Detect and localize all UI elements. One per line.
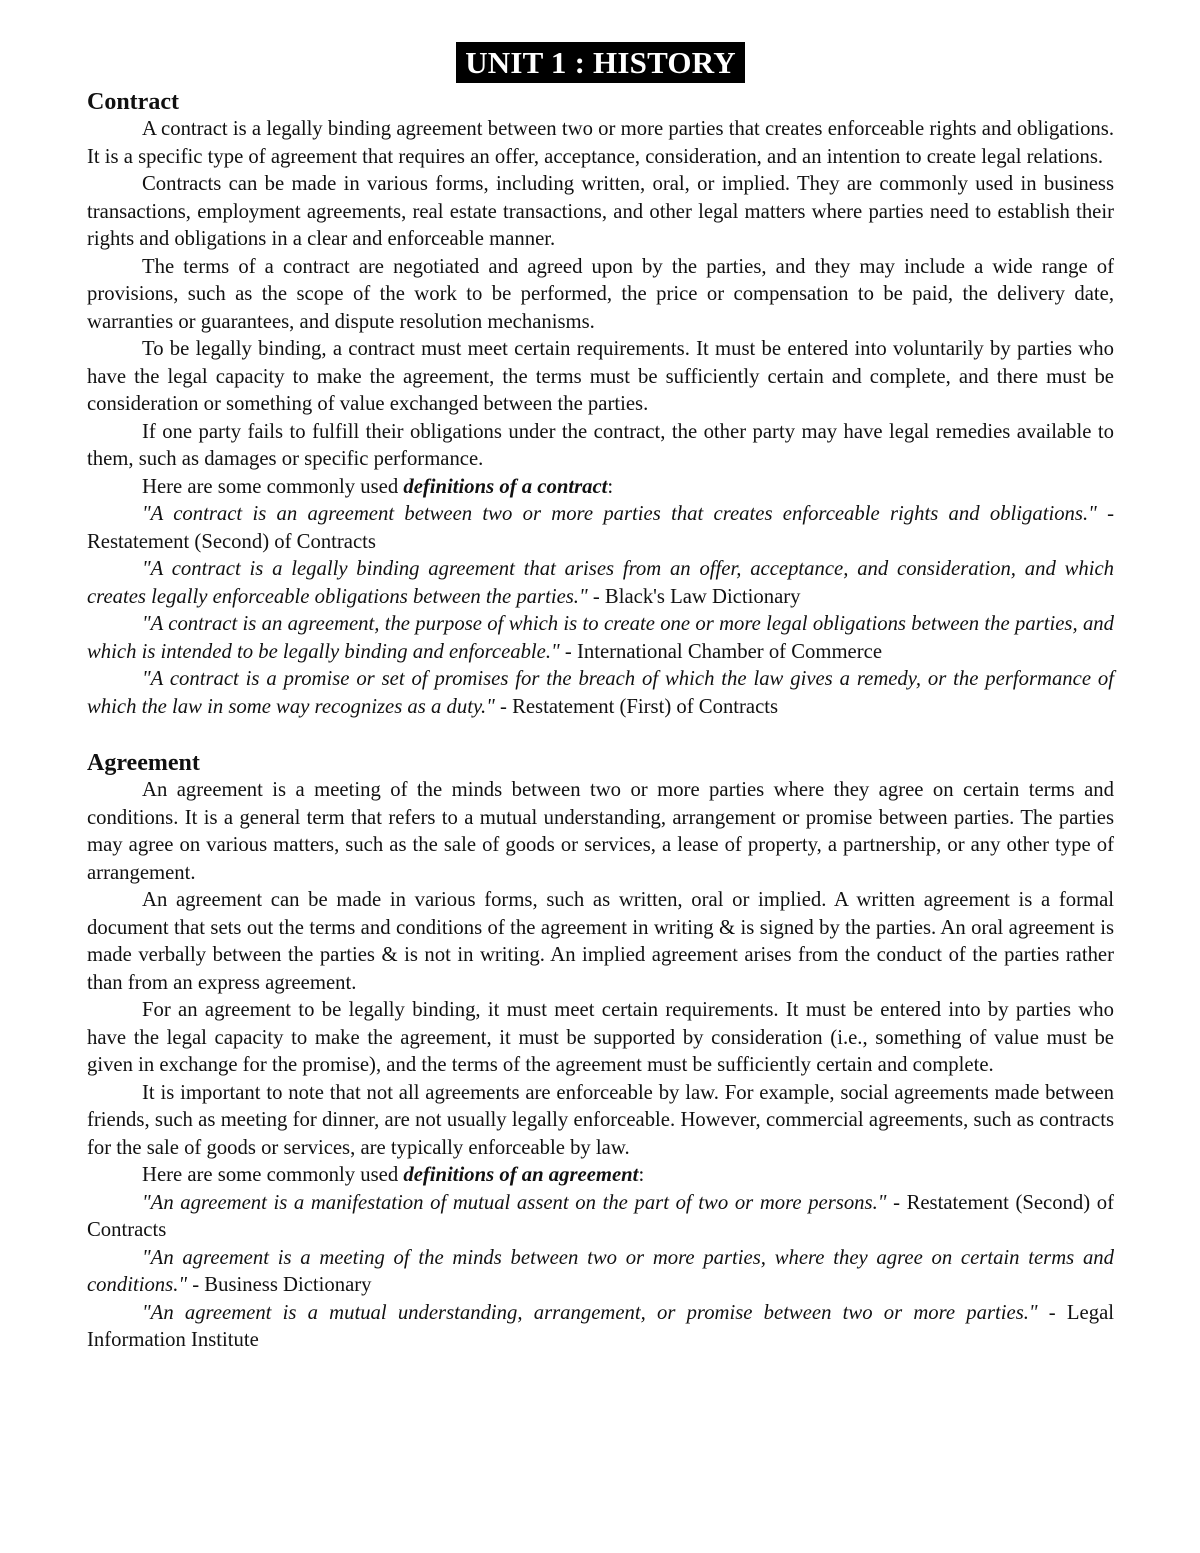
intro-text: Here are some commonly used	[142, 1164, 404, 1186]
definition-source: - Legal Information Institute	[87, 1301, 1114, 1351]
definition-quote: "A contract is a legally binding agreement that arises from an offer, acceptance, and consideration, and which creates legally enforceable obligations between the parties."	[87, 558, 1114, 608]
contract-paragraph-4: To be legally binding, a contract must meet certain requirements. It must be entered into voluntarily by parties who have the legal capacity to make the agreement, the terms must be sufficiently certain and complete, and there must be consideration or something of value exchanged between the parties.	[87, 338, 1114, 415]
definition-quote: "An agreement is a mutual understanding, arrangement, or promise between two or more parties."	[142, 1301, 1038, 1324]
definition-source: - Business Dictionary	[187, 1274, 372, 1296]
definition-quote: "A contract is an agreement between two or more parties that creates enforceable rights and obligations."	[142, 503, 1097, 525]
contract-paragraph-2: Contracts can be made in various forms, including written, oral, or implied. They are commonly used in business transactions, employment agreements, real estate transactions, and other legal matters where parties need to establish their rights and obligations in a clear and enforceable manner.	[87, 173, 1114, 250]
definition-quote: "An agreement is a manifestation of mutual assent on the part of two or more persons."	[142, 1191, 887, 1214]
page-title: UNIT 1 : HISTORY	[456, 42, 745, 83]
intro-colon: :	[607, 475, 614, 498]
agreement-paragraph-2: An agreement can be made in various forms, such as written, oral or implied. A written agreement is a formal document that sets out the terms and conditions of the agreement in writing & is signed by the parties. An oral agreement is made verbally between the parties & is not in writing. An implied agreement arises from the conduct of the parties rather than from an express agreement.	[87, 889, 1114, 994]
contract-paragraph-3: The terms of a contract are negotiated and agreed upon by the parties, and they may include a wide range of provisions, such as the scope of the work to be performed, the price or compensation to be paid, the delivery date, warranties or guarantees, and dispute resolution mechanisms.	[87, 255, 1114, 333]
intro-text: Here are some commonly used	[142, 475, 404, 498]
contract-definition-2	[87, 556, 1114, 611]
definition-quote: "An agreement is a meeting of the minds between two or more parties, where they agree on certain terms and conditions."	[87, 1246, 1114, 1296]
definition-source: - Black's Law Dictionary	[587, 585, 801, 608]
contract-section	[87, 88, 1114, 721]
contract-definition-1	[87, 501, 1114, 556]
definition-source: - International Chamber of Commerce	[559, 640, 882, 663]
contract-heading: Contract	[87, 89, 179, 115]
contract-paragraph-1: A contract is a legally binding agreement between two or more parties that creates enforceable rights and obligations. It is a specific type of agreement that requires an offer, acceptance, consideration, and an intention to create legal relations.	[87, 118, 1114, 168]
agreement-definition-1	[87, 1190, 1114, 1245]
intro-emphasis: definitions of a contract	[403, 475, 608, 498]
agreement-paragraph-1: An agreement is a meeting of the minds between two or more parties where they agree on certain terms and conditions. It is a general term that refers to a mutual understanding, arrangement or promise between parties. The parties may agree on various matters, such as the sale of goods or services, a lease of property, a partnership, or any other type of arrangement.	[87, 779, 1114, 884]
agreement-section	[87, 749, 1114, 1355]
agreement-paragraph-3: For an agreement to be legally binding, it must meet certain requirements. It must be entered into by parties who have the legal capacity to make the agreement, it must be supported by consideration (i.e., something of value must be given in exchange for the promise), and the terms of the agreement must be sufficiently certain and complete.	[87, 999, 1114, 1076]
agreement-definitions-intro	[87, 1162, 1114, 1190]
contract-definitions-intro	[87, 474, 1114, 502]
contract-definition-4	[87, 666, 1114, 721]
definition-quote: "A contract is a promise or set of promises for the breach of which the law gives a remedy, or the performance of which the law in some way recognizes as a duty."	[87, 668, 1114, 718]
intro-colon: :	[638, 1164, 645, 1186]
definition-source: - Restatement (Second) of Contracts	[87, 1191, 1114, 1241]
contract-paragraph-5: If one party fails to fulfill their obligations under the contract, the other party may have legal remedies available to them, such as damages or specific performance.	[87, 420, 1114, 470]
definition-source: - Restatement (Second) of Contracts	[87, 503, 1114, 553]
title-wrap	[87, 42, 1114, 86]
definition-quote: "A contract is an agreement, the purpose of which is to create one or more legal obligations between the parties, and which is intended to be legally binding and enforceable."	[87, 613, 1114, 663]
agreement-definition-3	[87, 1300, 1114, 1355]
agreement-paragraph-4: It is important to note that not all agreements are enforceable by law. For example, social agreements made between friends, such as meeting for dinner, are not usually legally enforceable. However, commercial agreements, such as contracts for the sale of goods or services, are typically enforceable by law.	[87, 1081, 1114, 1159]
agreement-heading: Agreement	[87, 750, 200, 776]
definition-source: - Restatement (First) of Contracts	[494, 695, 779, 718]
agreement-definition-2	[87, 1245, 1114, 1300]
intro-emphasis: definitions of an agreement	[403, 1164, 639, 1186]
contract-definition-3	[87, 611, 1114, 666]
